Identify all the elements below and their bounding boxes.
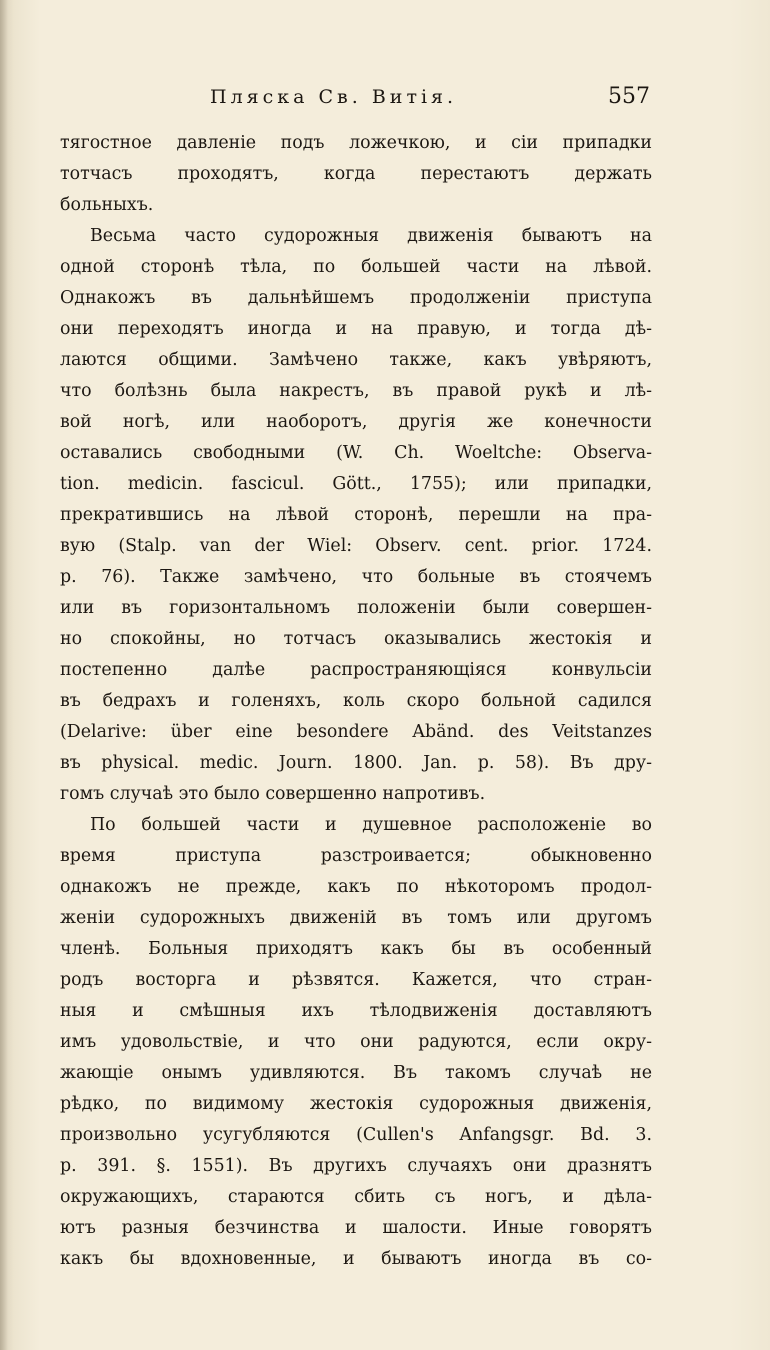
text-line: (Delarive: über eine besondere Abänd. des Veitstanzes bbox=[60, 722, 652, 742]
text-line: tion. medicin. fascicul. Gött., 1755); или припадки, bbox=[60, 474, 652, 494]
text-line: оставались свободными (W. Ch. Woeltche: Observa- bbox=[60, 443, 652, 463]
text-line: ютъ разныя безчинства и шалости. Иные говорятъ bbox=[60, 1218, 652, 1238]
text-line: въ бедрахъ и голеняхъ, коль скоро больной садился bbox=[60, 691, 652, 711]
text-line: жающіе онымъ удивляются. Въ такомъ случаѣ не bbox=[60, 1063, 652, 1083]
text-line: тотчасъ проходятъ, когда перестаютъ держать bbox=[60, 164, 652, 184]
text-line: какъ бы вдохновенные, и бываютъ иногда въ со- bbox=[60, 1249, 652, 1269]
text-line: p. 76). Также замѣчено, что больные въ стоячемъ bbox=[60, 567, 652, 587]
text-line: произвольно усугубляются (Cullen's Anfangsgr. Bd. 3. bbox=[60, 1125, 652, 1145]
text-line: что болѣзнь была накрестъ, въ правой рукѣ и лѣ- bbox=[60, 381, 652, 401]
text-line: но спокойны, но тотчасъ оказывались жестокія и bbox=[60, 629, 652, 649]
text-line: ныя и смѣшныя ихъ тѣлодвиженія доставляютъ bbox=[60, 1001, 652, 1021]
text-line: родъ восторга и рѣзвятся. Кажется, что стран- bbox=[60, 970, 652, 990]
text-line: тягостное давленіе подъ ложечкою, и сіи припадки bbox=[60, 133, 652, 153]
text-line: Однакожъ въ дальнѣйшемъ продолженіи приступа bbox=[60, 288, 652, 308]
text-line: рѣдко, по видимому жестокія судорожныя движенія, bbox=[60, 1094, 652, 1114]
text-line: или въ горизонтальномъ положеніи были совершен- bbox=[60, 598, 652, 618]
text-line: окружающихъ, стараются сбить съ ногъ, и дѣла- bbox=[60, 1187, 652, 1207]
spine-shadow bbox=[0, 0, 8, 1350]
text-line: въ physical. medic. Journ. 1800. Jan. p. 58). Въ дру- bbox=[60, 753, 652, 773]
text-line: больныхъ. bbox=[60, 195, 154, 215]
text-line: они переходятъ иногда и на правую, и тогда дѣ- bbox=[60, 319, 652, 339]
text-line: одной сторонѣ тѣла, по большей части на лѣвой. bbox=[60, 257, 652, 277]
text-line: имъ удовольствіе, и что они радуются, если окру- bbox=[60, 1032, 652, 1052]
text-line: По большей части и душевное расположеніе во bbox=[90, 815, 652, 835]
text-line: гомъ случаѣ это было совершенно напротивъ. bbox=[60, 784, 486, 804]
text-line: p. 391. §. 1551). Въ другихъ случаяхъ они дразнятъ bbox=[60, 1156, 652, 1176]
body-text bbox=[60, 128, 652, 1275]
page-number: 557 bbox=[608, 84, 650, 109]
text-line: членѣ. Больныя приходятъ какъ бы въ особенный bbox=[60, 939, 652, 959]
text-line: однакожъ не прежде, какъ по нѣкоторомъ продол- bbox=[60, 877, 652, 897]
text-line: лаются общими. Замѣчено также, какъ увѣряютъ, bbox=[60, 350, 652, 370]
text-line: женіи судорожныхъ движеній въ томъ или другомъ bbox=[60, 908, 652, 928]
text-line: прекратившись на лѣвой сторонѣ, перешли на пра- bbox=[60, 505, 652, 525]
text-line: постепенно далѣе распространяющіяся конвульсіи bbox=[60, 660, 652, 680]
text-line: время приступа разстроивается; обыкновенно bbox=[60, 846, 652, 866]
text-line: вой ногѣ, или наоборотъ, другія же конечности bbox=[60, 412, 652, 432]
text-line: вую (Stalp. van der Wiel: Observ. cent. prior. 1724. bbox=[60, 536, 652, 556]
running-title: Пляска Св. Витія. bbox=[210, 86, 458, 108]
text-line: Весьма часто судорожныя движенія бываютъ на bbox=[90, 226, 652, 246]
running-head bbox=[60, 86, 650, 116]
